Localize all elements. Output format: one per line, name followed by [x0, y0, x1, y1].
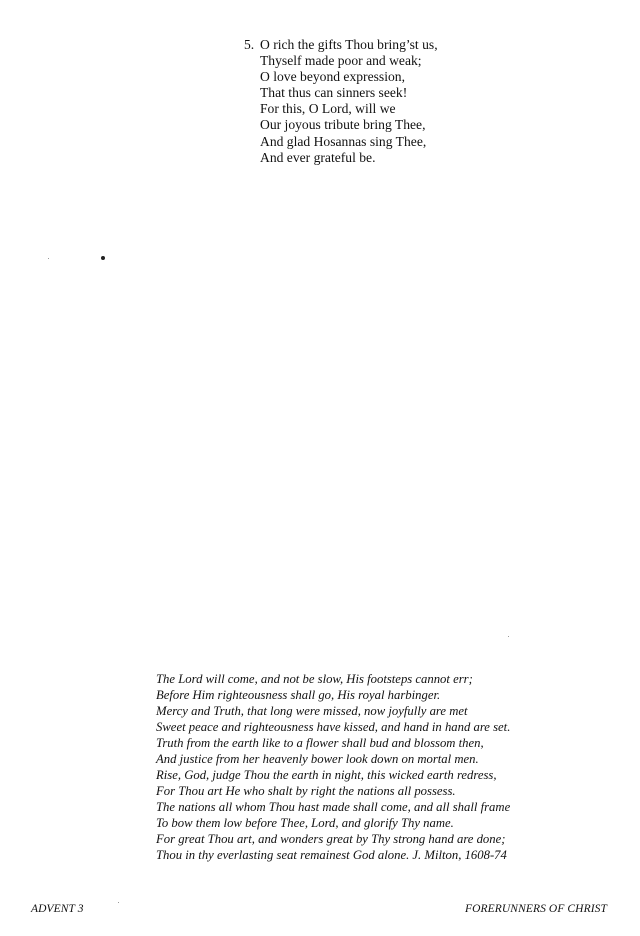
psalm-line: Mercy and Truth, that long were missed, now joyfully are met	[156, 704, 468, 718]
psalm-line: For great Thou art, and wonders great by Thy strong hand are done;	[156, 832, 506, 846]
psalm-line: Thou in thy everlasting seat remainest God alone. J. Milton, 1608-74	[156, 848, 507, 862]
scan-speck	[118, 902, 119, 903]
psalm-line: To bow them low before Thee, Lord, and glorify Thy name.	[156, 816, 454, 830]
psalm-line: Sweet peace and righteousness have kissed, and hand in hand are set.	[156, 720, 511, 734]
hymn-stanza	[244, 37, 438, 166]
scan-speck	[48, 258, 49, 259]
psalm-text	[156, 671, 510, 863]
scan-speck	[508, 636, 509, 637]
psalm-line: Truth from the earth like to a flower shall bud and blossom then,	[156, 736, 484, 750]
footer-section-label: ADVENT 3	[31, 903, 84, 915]
stanza-line: O love beyond expression,	[260, 69, 405, 85]
stanza-line: And ever grateful be.	[260, 149, 376, 165]
stanza-line: That thus can sinners seek!	[260, 85, 408, 101]
stanza-line: For this, O Lord, will we	[260, 101, 396, 117]
stanza-line: And glad Hosannas sing Thee,	[260, 133, 427, 149]
psalm-line: The nations all whom Thou hast made shall come, and all shall frame	[156, 800, 511, 814]
scan-mark	[101, 256, 105, 260]
footer-theme-label: FORERUNNERS OF CHRIST	[464, 903, 607, 915]
stanza-line: Our joyous tribute bring Thee,	[260, 117, 426, 133]
stanza-number: 5.	[244, 37, 255, 52]
psalm-line: And justice from her heavenly bower look down on mortal men.	[156, 752, 479, 766]
stanza-line: Thyself made poor and weak;	[260, 53, 422, 69]
stanza-line: O rich the gifts Thou bring’st us,	[260, 37, 438, 52]
stanza-lines	[260, 37, 438, 166]
psalm-line: Before Him righteousness shall go, His royal harbinger.	[156, 688, 441, 702]
psalm-line: The Lord will come, and not be slow, His footsteps cannot err;	[156, 672, 473, 686]
psalm-line: For Thou art He who shalt by right the nations all possess.	[156, 784, 456, 798]
psalm-line: Rise, God, judge Thou the earth in night, this wicked earth redress,	[156, 768, 497, 782]
